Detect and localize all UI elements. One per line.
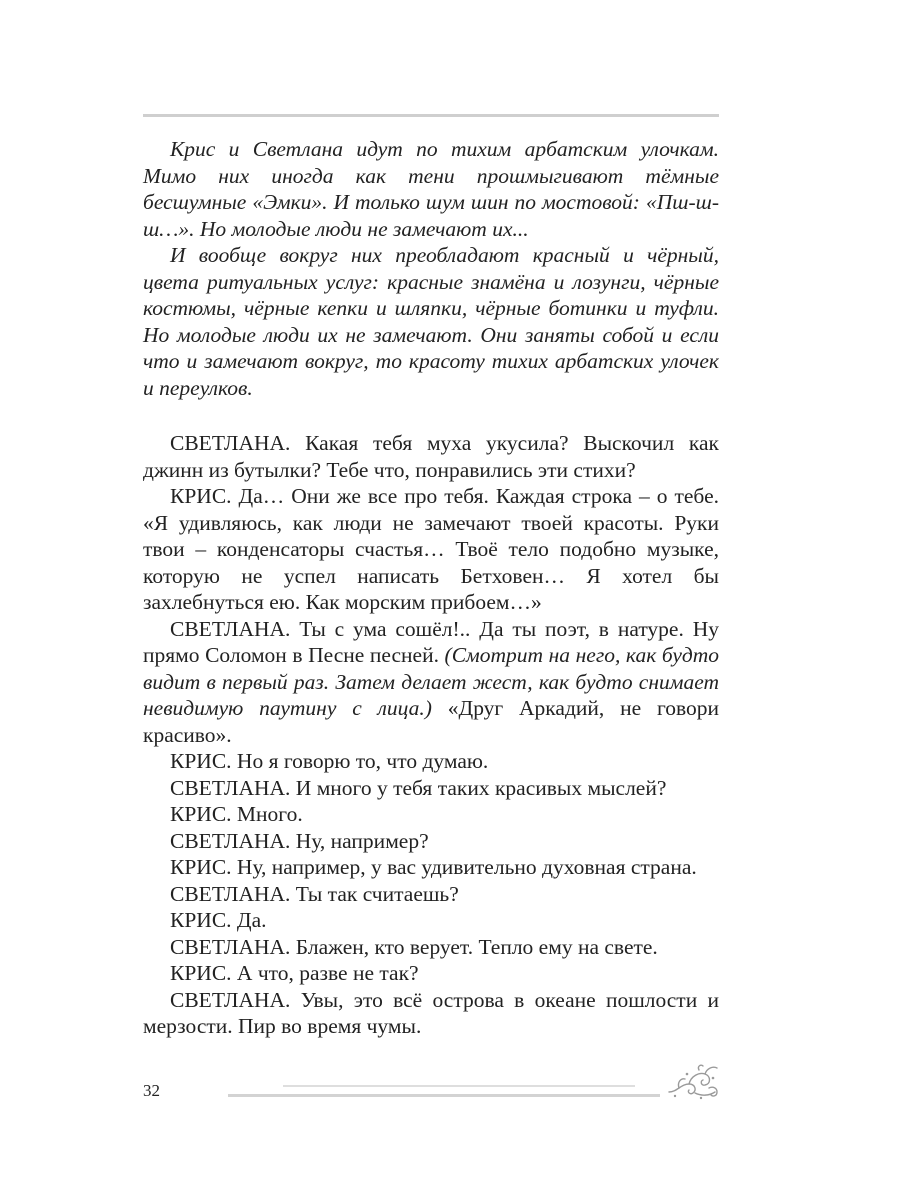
- inline-stage-direction: (Смотрит на него, как будто видит в первый раз. Затем делает жест, как будто снимает невидимую паутину с лица.): [143, 643, 719, 720]
- stage-direction-1: Крис и Светлана идут по тихим арбатским улочкам. Мимо них иногда как тени прошмыгивают тёмные бесшумные «Эмки». И только шум шин по мостовой: «Пш-ш-ш…». Но молодые люди не замечают их...: [143, 137, 719, 241]
- section-gap: [143, 401, 719, 430]
- stage-direction-2: И вообще вокруг них преобладают красный и чёрный, цвета ритуальных услуг: красные знамёна и лозунги, чёрные костюмы, чёрные кепки и шляпки, чёрные ботинки и туфли. Но молодые люди их не замечают. Они заняты собой и если что и замечают вокруг, то красоту тихих арбатских улочек и переулков.: [143, 243, 719, 400]
- dialogue-line: КРИС. Да.: [170, 908, 267, 932]
- dialogue-line: КРИС. Много.: [170, 802, 303, 826]
- dialogue-line: СВЕТЛАНА. И много у тебя таких красивых мыслей?: [170, 775, 667, 800]
- page-text: [143, 136, 719, 1040]
- dialogue-line: СВЕТЛАНА. Увы, это всё острова в океане пошлости и мерзости. Пир во время чумы.: [143, 987, 719, 1038]
- dialogue-line: СВЕТЛАНА. Ну, например?: [170, 828, 429, 853]
- dialogue-line: КРИС. А что, разве не так?: [170, 961, 419, 985]
- dialogue-line: СВЕТЛАНА. Какая тебя муха укусила? Выскочил как джинн из бутылки? Тебе что, понравились эти стихи?: [143, 431, 719, 482]
- header-rule: [143, 114, 719, 117]
- dialogue-line: [143, 616, 719, 749]
- footer-rule-short: [283, 1085, 635, 1087]
- footer-rule: [228, 1094, 660, 1097]
- dialogue-line: КРИС. Но я говорю то, что думаю.: [170, 749, 489, 773]
- page-number: 32: [143, 1081, 160, 1100]
- dialogue-line: СВЕТЛАНА. Блажен, кто верует. Тепло ему на свете.: [170, 934, 658, 959]
- dialogue-line: КРИС. Ну, например, у вас удивительно духовная страна.: [170, 855, 697, 879]
- dialogue-line: КРИС. Да… Они же все про тебя. Каждая строка – о тебе. «Я удивляюсь, как люди не замечают твоей красоты. Руки твои – конденсаторы счастья… Твоё тело подобно музыке, которую не успел написать Бетховен… Я хотел бы захлебнуться ею. Как морским прибоем…»: [143, 484, 719, 614]
- dialogue-line: СВЕТЛАНА. Ты так считаешь?: [170, 881, 459, 906]
- floral-ornament-icon: [665, 1062, 721, 1102]
- dialogue-text: «Друг Аркадий, не говори красиво».: [143, 696, 719, 747]
- dialogue-text: СВЕТЛАНА. Ты с ума сошёл!.. Да ты поэт, в натуре. Ну прямо Соломон в Песне песней.: [143, 616, 719, 667]
